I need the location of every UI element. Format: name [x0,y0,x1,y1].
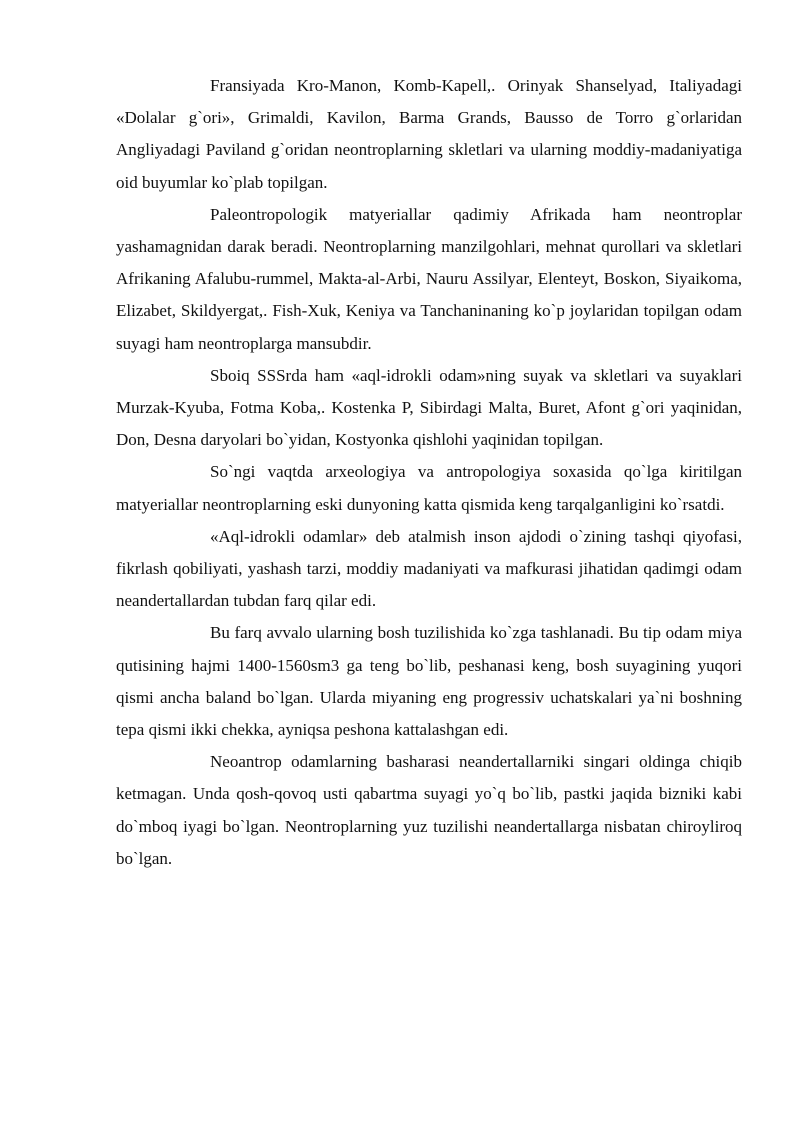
paragraph-6: Bu farq avvalo ularning bosh tuzilishida ko`zga tashlanadi. Bu tip odam miya qutisining hajmi 1400-1560sm3 ga teng bo`lib, peshanasi keng, bosh suyagining yuqori qismi ancha baland bo`lgan. Ularda miyaning eng progressiv uchatskalari ya`ni boshning tepa qismi ikki chekka, ayniqsa peshona kattalashgan edi. [116,623,742,740]
paragraph-1: Fransiyada Kro-Manon, Komb-Kapell,. Orinyak Shanselyad, Italiyadagi «Dolalar g`ori», Grimaldi, Kavilon, Barma Grands, Bausso de Torro g`orlaridan Angliyadagi Paviland g`oridan neontroplarning skletlari va ularning moddiy-madaniyatiga oid buyumlar ko`plab topilgan. [116,76,742,192]
paragraph-4: So`ngi vaqtda arxeologiya va antropologiya soxasida qo`lga kiritilgan matyeriallar neontroplarning eski dunyoning katta qismida keng tarqalganligini ko`rsatdi. [116,462,742,514]
paragraph-5: «Aql-idrokli odamlar» deb atalmish inson ajdodi o`zining tashqi qiyofasi, fikrlash qobiliyati, yashash tarzi, moddiy madaniyati va mafkurasi jihatidan qadimgi odam neandertallardan tubdan farq qilar edi. [116,526,742,611]
paragraph-7: Neoantrop odamlarning basharasi neandertallarniki singari oldinga chiqib ketmagan. Unda qosh-qovoq usti qabartma suyagi yo`q bo`lib, pastki jaqida bizniki kabi do`mboq iyagi bo`lgan. Neontroplarning yuz tuzilishi neandertallarga nisbatan chiroyliroq bo`lgan. [116,752,742,868]
paragraph-2: Paleontropologik matyeriallar qadimiy Afrikada ham neontroplar yashamagnidan darak beradi. Neontroplarning manzilgohlari, mehnat qurollari va skletlari Afrikaning Afalubu-rummel, Makta-al-Arbi, Nauru Assilyar, Elenteyt, Boskon, Siyaikoma, Elizabet, Skildyergat,. Fish-Xuk, Keniya va Tanchaninaning ko`p joylaridan topilgan odam suyagi ham neontroplarga mansubdir. [116,204,742,353]
document-page [116,70,742,875]
paragraph-3: Sboiq SSSrda ham «aql-idrokli odam»ning suyak va skletlari va suyaklari Murzak-Kyuba, Fotma Koba,. Kostenka P, Sibirdagi Malta, Buret, Afont g`ori yaqinidan, Don, Desna daryolari bo`yidan, Kostyonka qishlohi yaqinidan topilgan. [116,365,742,450]
